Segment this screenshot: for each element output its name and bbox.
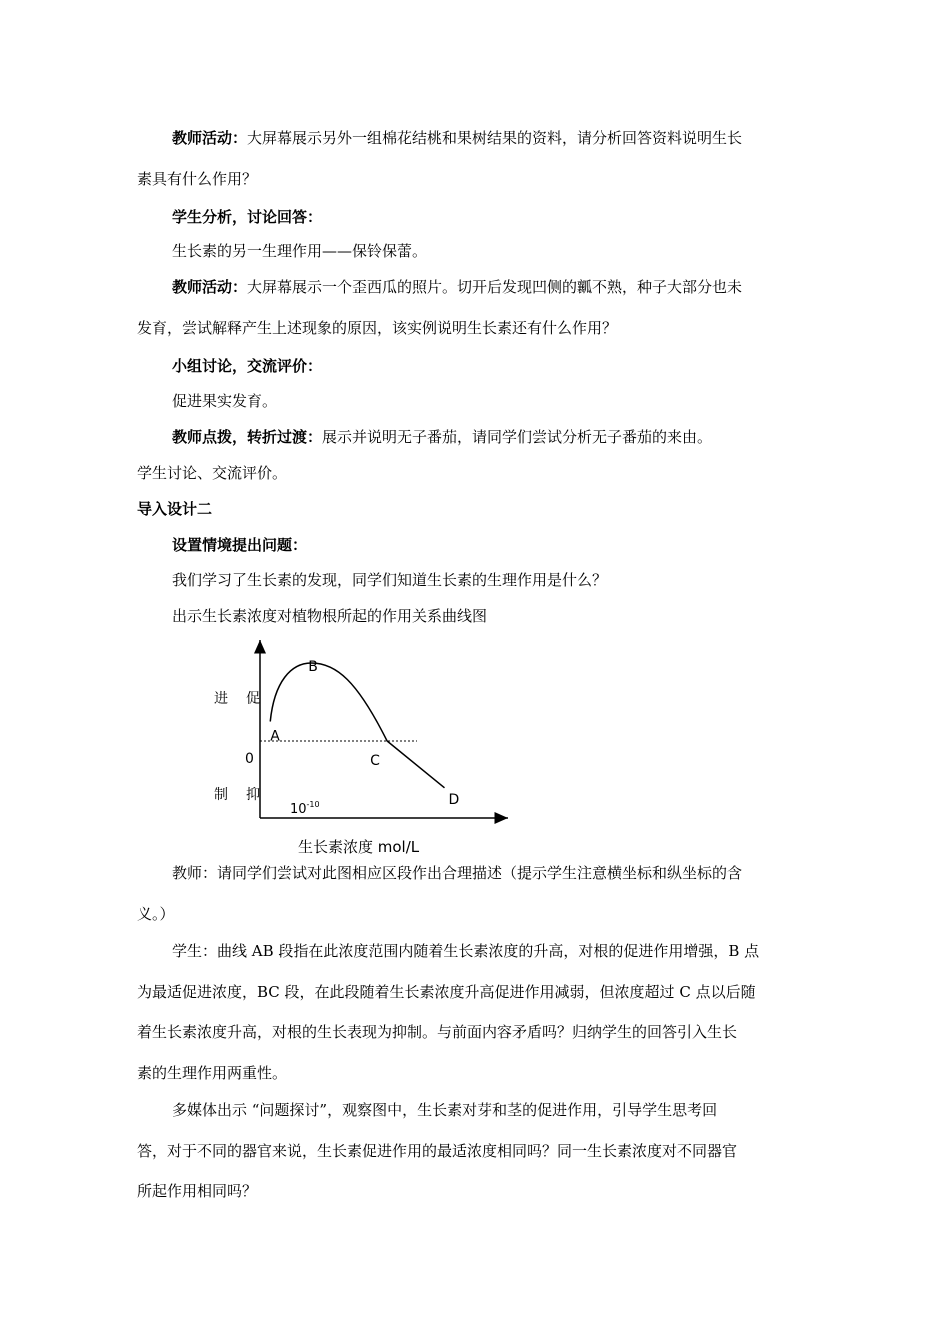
para-student-answer-line2: 为最适促进浓度，BC 段，在此段随着生长素浓度升高促进作用减弱，但浓度超过 C 点以后随	[137, 983, 756, 1001]
point-label-a: A	[270, 728, 280, 745]
heading-student-analysis: 学生分析，讨论回答：	[172, 208, 323, 226]
para-teacher-prompt-line1: 教师：请同学们尝试对此图相应区段作出合理描述（提示学生注意横坐标和纵坐标的含	[172, 864, 743, 882]
para-teacher-guidance	[172, 426, 712, 447]
y-label-bottom-1: 制	[214, 787, 228, 803]
x-axis-label: 生长素浓度 mol/L	[298, 838, 420, 856]
heading-group-discussion: 小组讨论，交流评价：	[172, 357, 323, 375]
exponent-base: 10	[290, 802, 307, 817]
y-label-top-1: 进	[214, 691, 228, 707]
text-teacher-guidance: 展示并说明无子番茄，请同学们尝试分析无子番茄的来由。	[322, 428, 713, 446]
label-teacher-activity-1: 教师活动：	[172, 129, 248, 147]
exponent-label	[290, 800, 320, 817]
para-student-answer-line3: 着生长素浓度升高，对根的生长表现为抑制。与前面内容矛盾吗？归纳学生的回答引入生长	[137, 1023, 738, 1041]
para-teacher-prompt-line2: 义。）	[137, 905, 175, 923]
heading-intro-design-2: 导入设计二	[137, 500, 213, 518]
para-teacher-activity-2-line2: 发育，尝试解释产生上述现象的原因，该实例说明生长素还有什么作用？	[137, 319, 618, 337]
zero-label: 0	[245, 751, 254, 767]
response-curve	[270, 663, 444, 788]
para-teacher-activity-2-line1	[172, 276, 742, 297]
text-teacher-activity-2: 大屏幕展示一个歪西瓜的照片。切开后发现凹侧的瓤不熟，种子大部分也未	[247, 278, 743, 296]
para-auxin-function: 生长素的另一生理作用——保铃保蕾。	[172, 242, 428, 260]
y-label-top-2: 促	[246, 691, 260, 707]
para-multimedia-line1: 多媒体出示 “问题探讨”，观察图中，生长素对芽和茎的促进作用，引导学生思考回	[172, 1101, 718, 1119]
para-show-curve: 出示生长素浓度对植物根所起的作用关系曲线图	[172, 607, 488, 625]
point-label-d: D	[448, 791, 460, 808]
exponent-power: -10	[306, 800, 320, 809]
auxin-root-curve-chart	[200, 630, 530, 860]
text-teacher-activity-1: 大屏幕展示另外一组棉花结桃和果树结果的资料，请分析回答资料说明生长	[247, 129, 743, 147]
para-question: 我们学习了生长素的发现，同学们知道生长素的生理作用是什么？	[172, 571, 608, 589]
para-fruit-development: 促进果实发育。	[172, 392, 278, 410]
para-student-discussion: 学生讨论、交流评价。	[137, 464, 288, 482]
point-label-c: C	[370, 753, 380, 769]
y-label-bottom-2: 抑	[246, 787, 260, 803]
para-teacher-activity-1-line2: 素具有什么作用？	[137, 170, 258, 188]
label-teacher-guidance: 教师点拨，转折过渡：	[172, 428, 323, 446]
point-labels	[270, 659, 459, 808]
para-teacher-activity-1-line1	[172, 127, 742, 148]
label-teacher-activity-2: 教师活动：	[172, 278, 248, 296]
para-student-answer-line1: 学生：曲线 AB 段指在此浓度范围内随着生长素浓度的升高，对根的促进作用增强，B 点	[172, 942, 760, 960]
point-label-b: B	[308, 659, 318, 675]
para-student-answer-line4: 素的生理作用两重性。	[137, 1064, 288, 1082]
para-multimedia-line3: 所起作用相同吗？	[137, 1182, 258, 1200]
heading-set-scenario: 设置情境提出问题：	[172, 536, 308, 554]
para-multimedia-line2: 答，对于不同的器官来说，生长素促进作用的最适浓度相同吗？同一生长素浓度对不同器官	[137, 1142, 738, 1160]
